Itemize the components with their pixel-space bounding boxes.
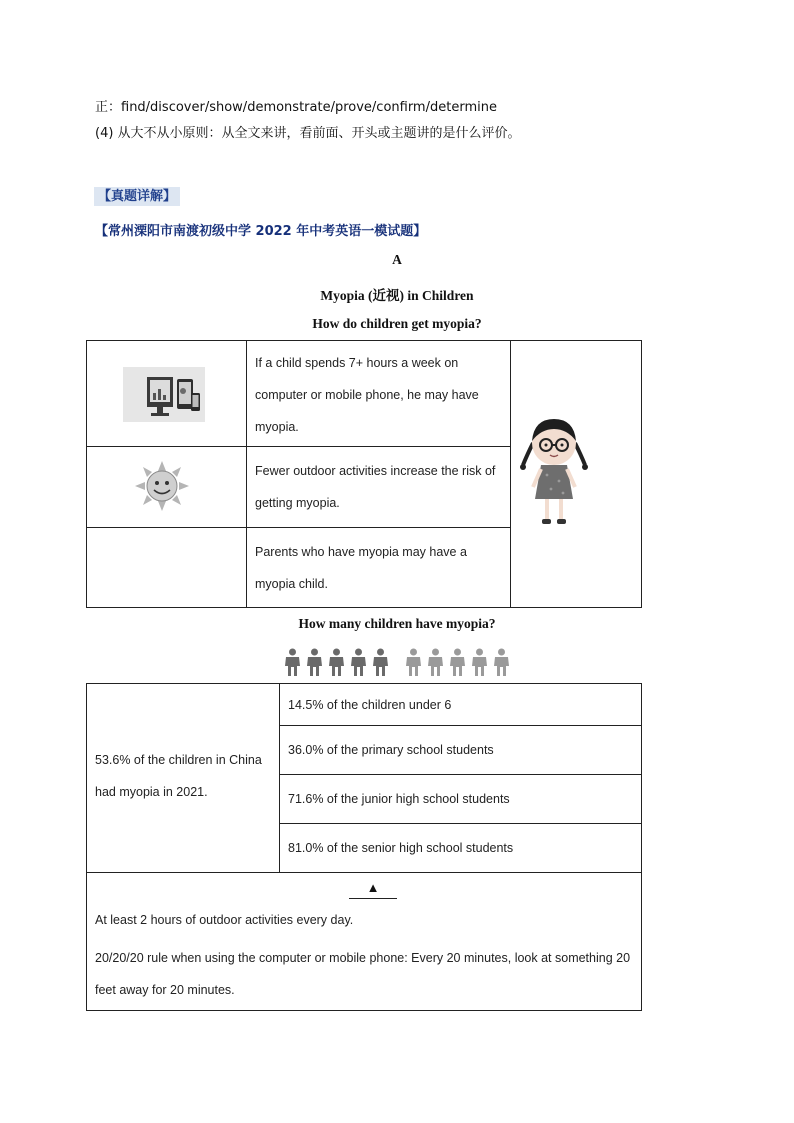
exam-source: 【常州溧阳市南渡初级中学 2022 年中考英语一模试题】 bbox=[95, 224, 427, 239]
china-myopia-rate: 53.6% of the children in China had myopia in 2021. bbox=[95, 753, 262, 799]
stat-row: 36.0% of the primary school students bbox=[288, 743, 494, 757]
girl-with-glasses-icon bbox=[519, 415, 589, 538]
computer-devices-icon bbox=[123, 367, 205, 427]
cause-text-3: Parents who have myopia may have a myopia child. bbox=[255, 545, 467, 591]
person-icon bbox=[470, 648, 489, 676]
stat-row: 81.0% of the senior high school students bbox=[288, 841, 514, 855]
person-icon bbox=[327, 648, 346, 676]
section-tag: 【真题详解】 bbox=[94, 187, 180, 206]
tip-outdoor: At least 2 hours of outdoor activities every day. bbox=[95, 913, 354, 927]
person-icon bbox=[305, 648, 324, 676]
intro-line-1: 正：find/discover/show/demonstrate/prove/confirm/determine bbox=[95, 100, 497, 115]
passage-title: Myopia (近视) in Children bbox=[320, 288, 474, 303]
statistics-table bbox=[86, 683, 642, 1011]
person-icon bbox=[283, 648, 302, 676]
smiling-sun-icon bbox=[135, 461, 189, 516]
intro-line-2: (4) 从大不从小原则：从全文来讲，看前面、开头或主题讲的是什么评价。 bbox=[95, 126, 521, 141]
stat-row: 14.5% of the children under 6 bbox=[288, 698, 452, 712]
person-icon bbox=[448, 648, 467, 676]
person-icon bbox=[492, 648, 511, 676]
person-icon bbox=[349, 648, 368, 676]
question-heading-1: How do children get myopia? bbox=[312, 316, 482, 331]
person-icon bbox=[404, 648, 423, 676]
causes-table bbox=[86, 340, 642, 608]
cause-text-2: Fewer outdoor activities increase the risk of getting myopia. bbox=[255, 464, 496, 510]
stat-row: 71.6% of the junior high school students bbox=[288, 792, 510, 806]
person-icon bbox=[371, 648, 390, 676]
answer-blank[interactable] bbox=[349, 878, 397, 899]
question-heading-2: How many children have myopia? bbox=[298, 616, 496, 631]
people-figures bbox=[283, 648, 511, 676]
passage-letter: A bbox=[392, 252, 402, 267]
person-icon bbox=[426, 648, 445, 676]
blank-marker: ▲ bbox=[366, 880, 380, 895]
cause-text-1: If a child spends 7+ hours a week on computer or mobile phone, he may have myopia. bbox=[255, 356, 479, 434]
tip-20-20-20-rule: 20/20/20 rule when using the computer or mobile phone: Every 20 minutes, look at something 20 feet away for 20 minutes. bbox=[95, 951, 631, 997]
